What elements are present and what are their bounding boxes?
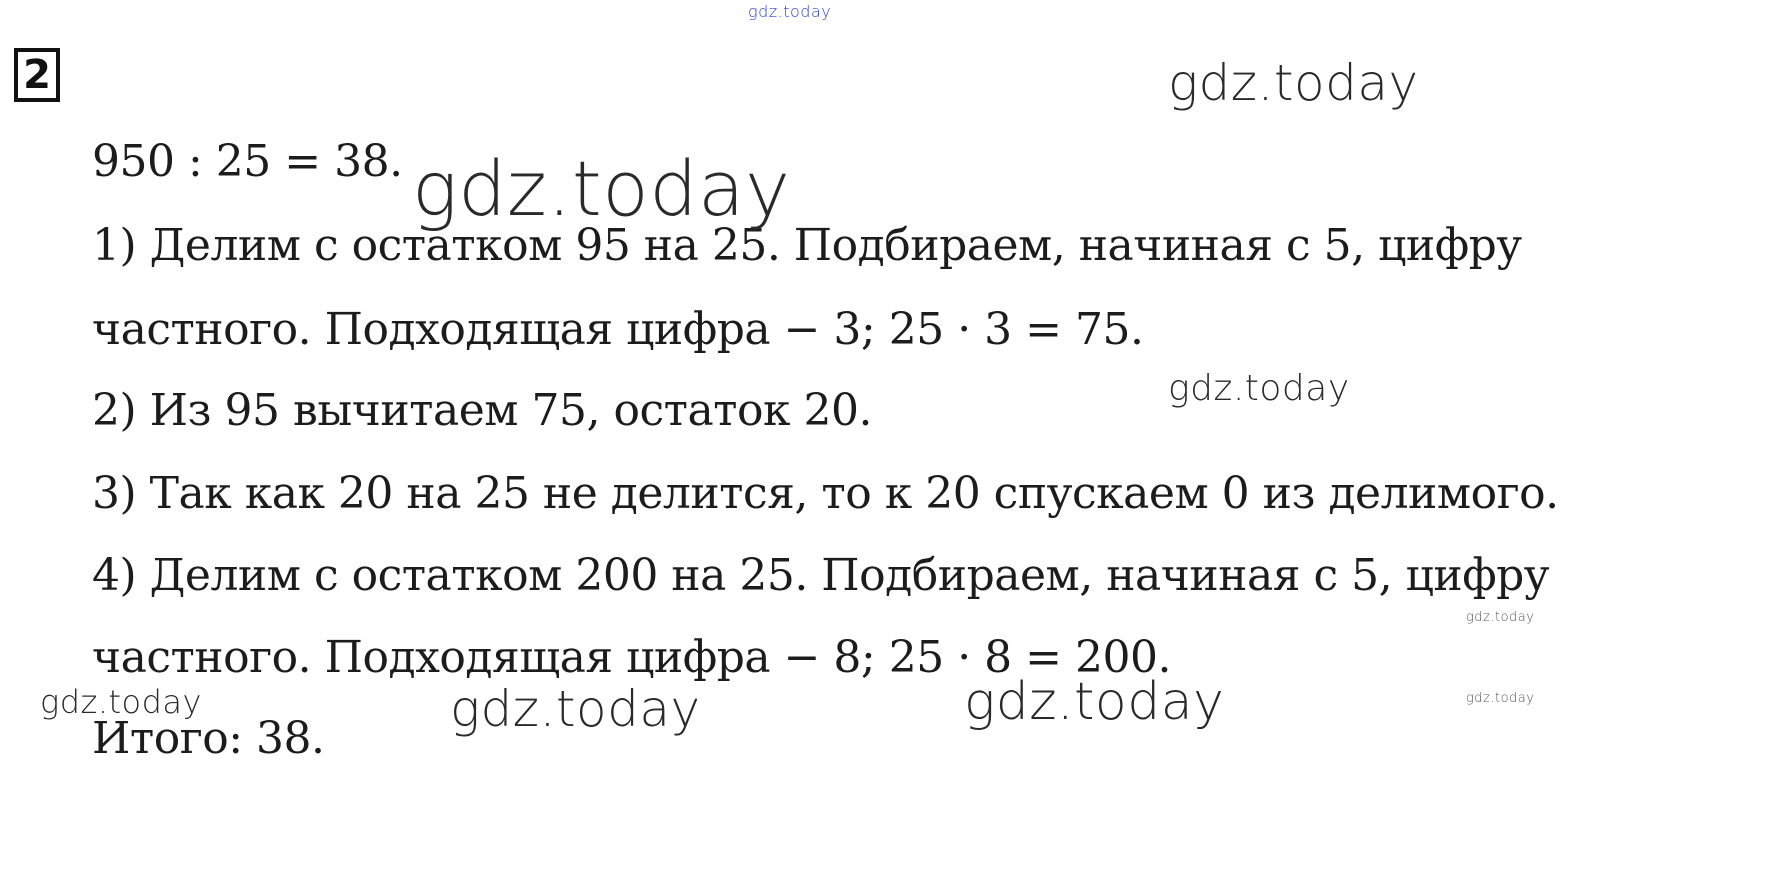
watermark-mid-big: gdz.today [412,144,791,233]
step-1-line-1: 1) Делим с остатком 95 на 25. Подбираем, начиная с 5, цифру [92,220,1522,271]
task-number-box [14,48,60,102]
task-number: 2 [23,52,51,98]
step-3-line: 3) Так как 20 на 25 не делится, то к 20 спускаем 0 из делимого. [92,468,1559,519]
step-4-line-1: 4) Делим с остатком 200 на 25. Подбираем, начиная с 5, цифру [92,550,1550,601]
step-4-line-2: частного. Подходящая цифра − 8; 25 · 8 = 200. [92,632,1171,683]
watermark-left-bottom: gdz.today [40,683,202,721]
equation-line: 950 : 25 = 38. [92,136,403,187]
step-1-line-2: частного. Подходящая цифра − 3; 25 · 3 = 75. [92,304,1144,355]
watermark-right-2: gdz.today [1168,368,1350,409]
watermark-small-1: gdz.today [1466,610,1535,625]
watermark-right-1: gdz.today [1168,54,1419,112]
watermark-top: gdz.today [748,2,832,21]
result-line: Итого: 38. [92,713,325,764]
watermark-small-2: gdz.today [1466,691,1535,706]
step-2-line: 2) Из 95 вычитаем 75, остаток 20. [92,385,872,436]
watermark-mid-bottom: gdz.today [450,680,701,738]
watermark-right-bottom: gdz.today [964,672,1225,732]
